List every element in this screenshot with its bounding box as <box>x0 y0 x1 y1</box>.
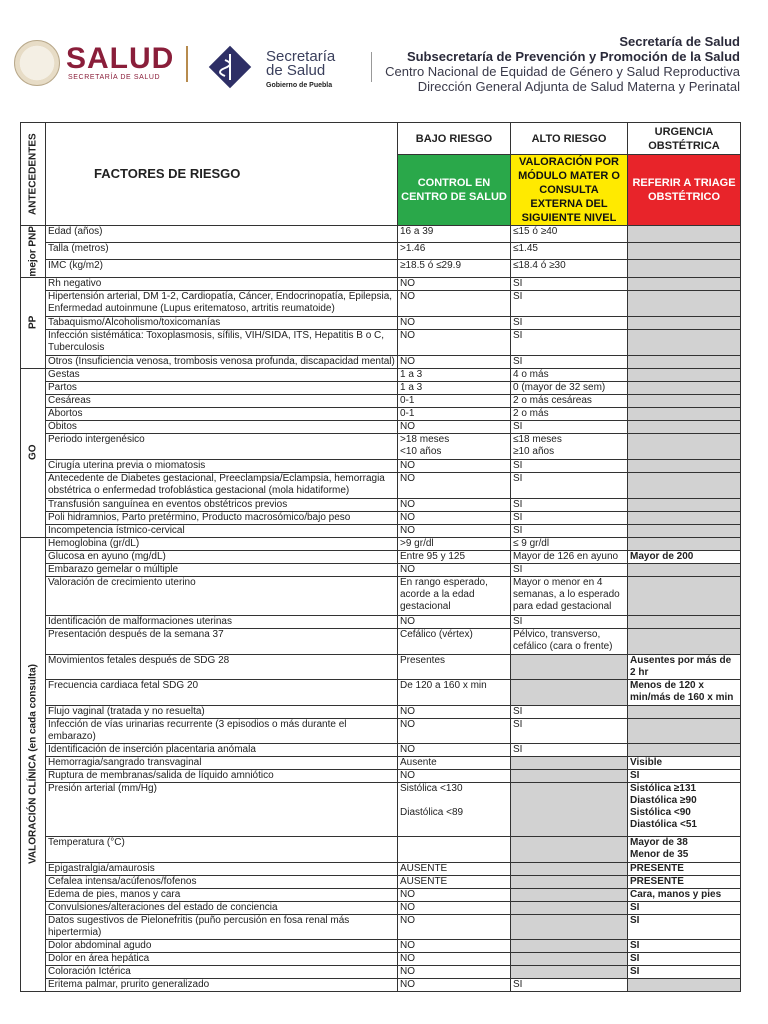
alto-cell: SI <box>511 978 628 991</box>
urgencia-cell <box>628 498 741 511</box>
factor-cell: Edema de pies, manos y cara <box>46 888 398 901</box>
factor-cell: Glucosa en ayuno (mg/dL) <box>46 550 398 563</box>
factor-cell: Incompetencia ístmico-cervical <box>46 524 398 537</box>
urgencia-cell <box>628 329 741 355</box>
alto-cell: SI <box>511 563 628 576</box>
table-row <box>21 769 741 782</box>
table-row <box>21 965 741 978</box>
urgencia-cell <box>628 978 741 991</box>
table-row <box>21 756 741 769</box>
table-row <box>21 628 741 654</box>
alto-cell: 0 (mayor de 32 sem) <box>511 381 628 394</box>
alto-cell: SI <box>511 420 628 433</box>
table-row <box>21 679 741 705</box>
bajo-cell: Cefálico (vértex) <box>398 628 511 654</box>
divider <box>371 52 372 82</box>
factor-cell: Coloración Ictérica <box>46 965 398 978</box>
alto-cell: SI <box>511 290 628 316</box>
factor-cell: Datos sugestivos de Pielonefritis (puño percusión en fosa renal más hipertermia) <box>46 914 398 939</box>
factor-cell: Abortos <box>46 407 398 420</box>
urgencia-cell <box>628 407 741 420</box>
factor-cell: Tabaquismo/Alcoholismo/toxicomanías <box>46 316 398 329</box>
urgencia-cell <box>628 316 741 329</box>
factor-cell: Frecuencia cardiaca fetal SDG 20 <box>46 679 398 705</box>
bajo-cell: AUSENTE <box>398 875 511 888</box>
bajo-cell: NO <box>398 888 511 901</box>
section-label-vc: VALORACIÓN CLÍNICA (en cada consulta) <box>21 537 46 991</box>
factor-cell: Identificación de malformaciones uterinas <box>46 615 398 628</box>
bajo-cell: NO <box>398 355 511 368</box>
factor-cell: Movimientos fetales después de SDG 28 <box>46 654 398 679</box>
factor-cell: Dolor abdominal agudo <box>46 939 398 952</box>
urgencia-cell <box>628 381 741 394</box>
urgencia-cell <box>628 260 741 277</box>
table-row <box>21 407 741 420</box>
factor-cell: Valoración de crecimiento uterino <box>46 576 398 615</box>
factor-cell: Cirugía uterina previa o miomatosis <box>46 459 398 472</box>
alto-cell: ≤15 ó ≥40 <box>511 226 628 243</box>
urgencia-cell: SI <box>628 901 741 914</box>
bajo-cell: >1.46 <box>398 243 511 260</box>
alto-cell <box>511 756 628 769</box>
bajo-cell: ≥18.5 ó ≤29.9 <box>398 260 511 277</box>
urgencia-cell: Mayor de 38 Menor de 35 <box>628 836 741 862</box>
alto-cell: SI <box>511 498 628 511</box>
section-label-go: GO <box>21 368 46 537</box>
table-row <box>21 718 741 743</box>
table-row <box>21 550 741 563</box>
urgencia-cell <box>628 472 741 498</box>
alto-cell <box>511 862 628 875</box>
bajo-cell: NO <box>398 316 511 329</box>
alto-cell: SI <box>511 743 628 756</box>
bajo-cell: NO <box>398 277 511 290</box>
alto-cell: ≤ 9 gr/dl <box>511 537 628 550</box>
table-row <box>21 368 741 381</box>
bajo-cell: NO <box>398 290 511 316</box>
bajo-cell: NO <box>398 743 511 756</box>
factor-cell: Poli hidramnios, Parto pretérmino, Producto macrosómico/bajo peso <box>46 511 398 524</box>
factor-cell: Dolor en área hepática <box>46 952 398 965</box>
alto-cell: SI <box>511 472 628 498</box>
bajo-cell: NO <box>398 511 511 524</box>
table-row <box>21 743 741 756</box>
valoracion-cell: VALORACIÓN POR MÓDULO MATER O CONSULTA EXTERNA DEL SIGUIENTE NIVEL <box>511 155 628 226</box>
page-header <box>0 0 768 110</box>
table-row <box>21 705 741 718</box>
urgencia-cell: Visible <box>628 756 741 769</box>
urgencia-cell <box>628 433 741 459</box>
urgencia-header: URGENCIA OBSTÉTRICA <box>628 123 741 155</box>
bajo-cell: 16 a 39 <box>398 226 511 243</box>
secretaria-logo-icon <box>205 42 255 92</box>
alto-cell: Pélvico, transverso, cefálico (cara o frente) <box>511 628 628 654</box>
alto-cell: Mayor de 126 en ayuno <box>511 550 628 563</box>
urgencia-cell <box>628 718 741 743</box>
urgencia-cell: SI <box>628 952 741 965</box>
bajo-cell: NO <box>398 914 511 939</box>
salud-wordmark: SALUD <box>66 42 175 75</box>
bajo-cell: NO <box>398 901 511 914</box>
urgencia-cell <box>628 705 741 718</box>
divider <box>186 46 188 82</box>
alto-cell <box>511 888 628 901</box>
bajo-cell: 1 a 3 <box>398 368 511 381</box>
section-label-pp: PP <box>21 277 46 368</box>
alto-cell: SI <box>511 705 628 718</box>
alto-cell <box>511 901 628 914</box>
urgencia-cell: Mayor de 200 <box>628 550 741 563</box>
referir-cell: REFERIR A TRIAGE OBSTÉTRICO <box>628 155 741 226</box>
alto-cell <box>511 769 628 782</box>
table-row <box>21 914 741 939</box>
urgencia-cell <box>628 563 741 576</box>
alto-cell: SI <box>511 355 628 368</box>
urgencia-cell: SI <box>628 769 741 782</box>
factor-cell: Edad (años) <box>46 226 398 243</box>
secretaria-name: Secretaría de Salud <box>266 48 336 79</box>
bajo-cell: NO <box>398 498 511 511</box>
factor-cell: Presión arterial (mm/Hg) <box>46 782 398 836</box>
bajo-cell: En rango esperado, acorde a la edad gestacional <box>398 576 511 615</box>
bajo-cell: NO <box>398 459 511 472</box>
urgencia-cell <box>628 511 741 524</box>
mexico-seal-icon <box>14 40 60 86</box>
alto-cell: SI <box>511 615 628 628</box>
table-row <box>21 511 741 524</box>
bajo-cell: 0-1 <box>398 407 511 420</box>
table-row <box>21 978 741 991</box>
urgencia-cell: Ausentes por más de 2 hr <box>628 654 741 679</box>
factor-cell: Hipertensión arterial, DM 1-2, Cardiopatía, Cáncer, Endocrinopatía, Epilepsia, Enfermedad autoinmune (Lupus eritematoso, artritis reumatoide) <box>46 290 398 316</box>
table-row <box>21 433 741 459</box>
urgencia-cell: SI <box>628 939 741 952</box>
table-row <box>21 277 741 290</box>
factor-cell: Temperatura (°C) <box>46 836 398 862</box>
urgencia-cell <box>628 576 741 615</box>
antecedentes-header: ANTECEDENTES <box>21 123 46 226</box>
factor-cell: Identificación de inserción placentaria anómala <box>46 743 398 756</box>
factor-cell: Infección de vías urinarias recurrente (3 episodios o más durante el embarazo) <box>46 718 398 743</box>
urgencia-cell <box>628 226 741 243</box>
table-row <box>21 901 741 914</box>
urgencia-cell: SI <box>628 914 741 939</box>
bajo-cell: NO <box>398 472 511 498</box>
table-row <box>21 316 741 329</box>
control-cell: CONTROL EN CENTRO DE SALUD <box>398 155 511 226</box>
factor-cell: Otros (Insuficiencia venosa, trombosis venosa profunda, discapacidad mental) <box>46 355 398 368</box>
factor-cell: Hemoglobina (gr/dL) <box>46 537 398 550</box>
urgencia-cell: Sistólica ≥131 Diastólica ≥90 Sistólica <90 Diastólica <51 <box>628 782 741 836</box>
alto-cell: Mayor o menor en 4 semanas, a lo esperado para edad gestacional <box>511 576 628 615</box>
table-row <box>21 260 741 277</box>
urgencia-cell <box>628 743 741 756</box>
factor-cell: Partos <box>46 381 398 394</box>
bajo-cell: NO <box>398 329 511 355</box>
table-row <box>21 355 741 368</box>
alto-cell <box>511 836 628 862</box>
alto-cell: SI <box>511 277 628 290</box>
urgencia-cell <box>628 615 741 628</box>
bajo-cell: NO <box>398 769 511 782</box>
table-row <box>21 654 741 679</box>
urgencia-cell <box>628 277 741 290</box>
institution-line-4: Dirección General Adjunta de Salud Materna y Perinatal <box>417 79 740 94</box>
alto-cell <box>511 679 628 705</box>
alto-cell: SI <box>511 316 628 329</box>
alto-cell: 4 o más <box>511 368 628 381</box>
factor-cell: Cesáreas <box>46 394 398 407</box>
bajo-cell: NO <box>398 952 511 965</box>
factor-cell: Flujo vaginal (tratada y no resuelta) <box>46 705 398 718</box>
bajo-cell: NO <box>398 420 511 433</box>
alto-cell <box>511 914 628 939</box>
table-row <box>21 875 741 888</box>
factor-cell: Antecedente de Diabetes gestacional, Preeclampsia/Eclampsia, hemorragia obstétrica o enfermedad trofoblástica gestacional (mola hidatiforme) <box>46 472 398 498</box>
urgencia-cell: SI <box>628 965 741 978</box>
bajo-cell: AUSENTE <box>398 862 511 875</box>
table-row <box>21 459 741 472</box>
factor-cell: Óbitos <box>46 420 398 433</box>
table-row <box>21 563 741 576</box>
urgencia-cell: Menos de 120 x min/más de 160 x min <box>628 679 741 705</box>
factor-cell: Embarazo gemelar o múltiple <box>46 563 398 576</box>
urgencia-cell <box>628 459 741 472</box>
table-row <box>21 576 741 615</box>
urgencia-cell <box>628 537 741 550</box>
factor-cell: Epigastralgia/amaurosis <box>46 862 398 875</box>
bajo-cell: NO <box>398 563 511 576</box>
urgencia-cell <box>628 355 741 368</box>
alto-cell <box>511 875 628 888</box>
urgencia-cell <box>628 368 741 381</box>
urgencia-cell: PRESENTE <box>628 862 741 875</box>
alto-cell <box>511 965 628 978</box>
bajo-cell: NO <box>398 705 511 718</box>
urgencia-cell <box>628 524 741 537</box>
urgencia-cell <box>628 290 741 316</box>
bajo-cell: 1 a 3 <box>398 381 511 394</box>
factor-cell: Talla (metros) <box>46 243 398 260</box>
factor-cell: Eritema palmar, prurito generalizado <box>46 978 398 991</box>
factores-header: FACTORES DE RIESGO <box>46 123 398 226</box>
table-row <box>21 952 741 965</box>
factor-cell: IMC (kg/m2) <box>46 260 398 277</box>
urgencia-cell <box>628 628 741 654</box>
factor-cell: Gestas <box>46 368 398 381</box>
bajo-cell: Sistólica <130 Diastólica <89 <box>398 782 511 836</box>
alto-cell: SI <box>511 524 628 537</box>
bajo-cell: Presentes <box>398 654 511 679</box>
table-row <box>21 836 741 862</box>
bajo-cell: NO <box>398 978 511 991</box>
table-row <box>21 615 741 628</box>
table-row <box>21 782 741 836</box>
bajo-cell: Ausente <box>398 756 511 769</box>
factor-cell: Ruptura de membranas/salida de líquido amniótico <box>46 769 398 782</box>
alto-cell <box>511 654 628 679</box>
table-row <box>21 524 741 537</box>
bajo-cell: NO <box>398 524 511 537</box>
bajo-cell: NO <box>398 965 511 978</box>
factor-cell: Transfusión sanguínea en eventos obstétricos previos <box>46 498 398 511</box>
table-row <box>21 243 741 260</box>
urgencia-cell <box>628 420 741 433</box>
alto-cell: SI <box>511 718 628 743</box>
bajo-riesgo-header: BAJO RIESGO <box>398 123 511 155</box>
table-row <box>21 498 741 511</box>
factor-cell: Infección sistémática: Toxoplasmosis, sífilis, VIH/SIDA, ITS, Hepatitis B o C, Tuberculosis <box>46 329 398 355</box>
alto-cell: SI <box>511 329 628 355</box>
table-row <box>21 862 741 875</box>
bajo-cell: De 120 a 160 x min <box>398 679 511 705</box>
institution-line-1: Secretaría de Salud <box>619 34 740 49</box>
table-row <box>21 939 741 952</box>
table-row <box>21 329 741 355</box>
alto-cell: ≤18.4 ó ≥30 <box>511 260 628 277</box>
factor-cell: Hemorragia/sangrado transvaginal <box>46 756 398 769</box>
alto-cell: SI <box>511 459 628 472</box>
bajo-cell: NO <box>398 615 511 628</box>
table-row <box>21 888 741 901</box>
urgencia-cell <box>628 243 741 260</box>
alto-cell: 2 o más cesáreas <box>511 394 628 407</box>
table-row <box>21 381 741 394</box>
alto-cell: ≤1.45 <box>511 243 628 260</box>
bajo-cell: Entre 95 y 125 <box>398 550 511 563</box>
alto-cell <box>511 939 628 952</box>
salud-subtitle: SECRETARÍA DE SALUD <box>68 74 161 81</box>
alto-cell: SI <box>511 511 628 524</box>
factor-cell: Convulsiones/alteraciones del estado de conciencia <box>46 901 398 914</box>
table-row <box>21 420 741 433</box>
factor-cell: Periodo intergenésico <box>46 433 398 459</box>
bajo-cell: NO <box>398 939 511 952</box>
bajo-cell: >9 gr/dl <box>398 537 511 550</box>
risk-factor-table <box>20 122 741 992</box>
salud-logo <box>14 40 182 88</box>
section-label-pnp: mejor PNP <box>21 226 46 278</box>
table-row <box>21 537 741 550</box>
institution-block <box>385 34 740 94</box>
table-row <box>21 472 741 498</box>
institution-line-2: Subsecretaría de Prevención y Promoción de la Salud <box>406 49 740 64</box>
bajo-cell: NO <box>398 718 511 743</box>
table-row <box>21 290 741 316</box>
factor-cell: Rh negativo <box>46 277 398 290</box>
alto-cell <box>511 782 628 836</box>
bajo-cell: >18 meses <10 años <box>398 433 511 459</box>
alto-riesgo-header: ALTO RIESGO <box>511 123 628 155</box>
gobierno-puebla: Gobierno de Puebla <box>266 82 333 89</box>
urgencia-cell <box>628 394 741 407</box>
factor-cell: Presentación después de la semana 37 <box>46 628 398 654</box>
bajo-cell: 0-1 <box>398 394 511 407</box>
alto-cell <box>511 952 628 965</box>
alto-cell: 2 o más <box>511 407 628 420</box>
table-row <box>21 394 741 407</box>
urgencia-cell: PRESENTE <box>628 875 741 888</box>
factor-cell: Cefalea intensa/acúfenos/fofenos <box>46 875 398 888</box>
alto-cell: ≤18 meses ≥10 años <box>511 433 628 459</box>
bajo-cell <box>398 836 511 862</box>
table-row <box>21 226 741 243</box>
urgencia-cell: Cara, manos y pies <box>628 888 741 901</box>
institution-line-3: Centro Nacional de Equidad de Género y Salud Reproductiva <box>385 64 740 79</box>
